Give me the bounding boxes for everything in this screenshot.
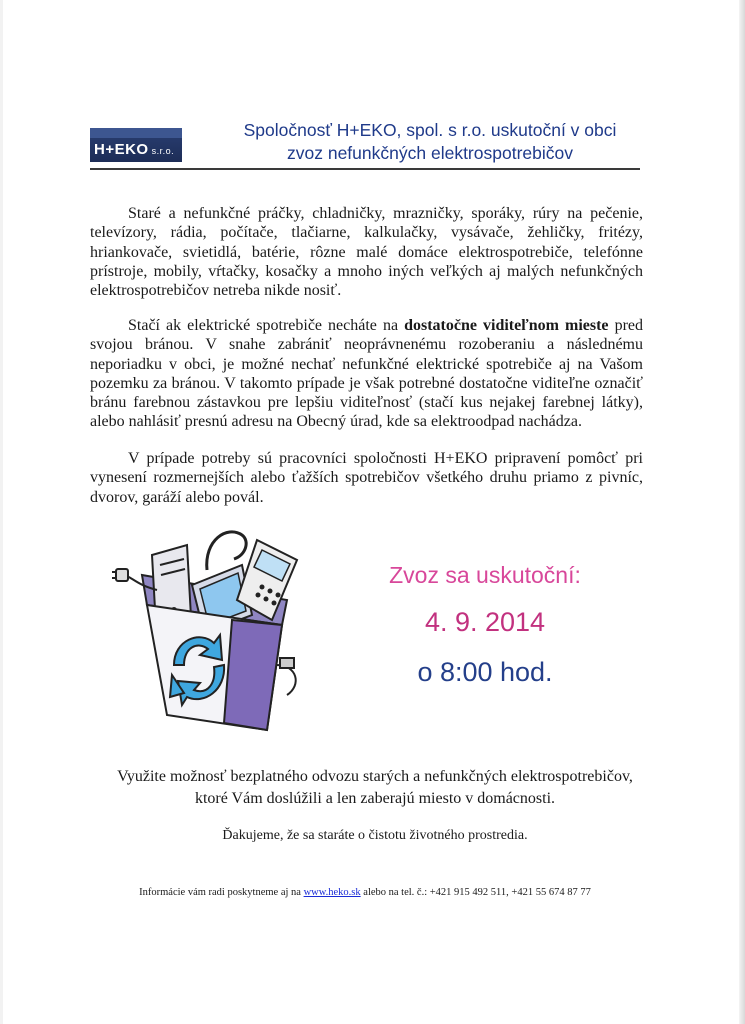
footer-phones: alebo na tel. č.: +421 915 492 511, +421 55 674 87 77: [360, 887, 591, 898]
paragraph-1-text: Staré a nefunkčné práčky, chladničky, mrazničky, sporáky, rúry na pečenie, televízory, rádia, počítače, tlačiarne, kalkulačky, vysávače, žehličky, fritézy, hriankovače, svietidlá, batérie, rôzne malé domáce elektrospotrebiče, telefónne prístroje, mobily, vŕtačky, kosačky a mnoho iných veľkých aj malých nefunkčných elektrospotrebičov netreba nikde nosiť.: [90, 205, 643, 300]
offer-text: [70, 766, 680, 810]
offer-line-2: ktoré Vám doslúžili a len zaberajú miesto v domácnosti.: [194, 790, 556, 807]
logo-top-band: [90, 128, 182, 138]
title-line-2: zvoz nefunkčných elektrospotrebičov: [287, 143, 573, 163]
header-divider: [90, 168, 640, 170]
page-title: [200, 119, 660, 165]
paragraph-3-text: V prípade potreby sú pracovníci spoločnosti H+EKO pripravení pomôcť pri vynesení rozmernejších alebo ťažších spotrebičov všetkého druhu priamo z pivníc, dvorov, garáží alebo povál.: [90, 450, 643, 506]
collection-time: o 8:00 hod.: [417, 657, 553, 687]
paragraph-appliances: [90, 204, 643, 300]
logo-text: [94, 141, 174, 158]
paragraph-2-end: pred svojou bránou. V snahe zabrániť neoprávnenému rozoberaniu a následnému neporiadku v obci, je možné nechať nefunkčné elektrické spotrebiče aj na Vašom pozemku za bránou. V takomto prípade je však potrebné dostatočne viditeľne označiť bránu farebnou zástavkou pre lepšiu viditeľnosť (stačí kus nejakej farebnej látky), alebo nahlásiť presnú adresu na Obecný úrad, kde sa elektroodpad nachádza.: [90, 317, 643, 431]
footer-prefix: Informácie vám radi poskytneme aj na: [139, 887, 304, 898]
scan-edge-left: [0, 0, 3, 1024]
offer-line-1: Využite možnosť bezplatného odvozu starých a nefunkčných elektrospotrebičov,: [117, 768, 633, 785]
recycling-bin-illustration: [112, 515, 317, 740]
paragraph-placement: [90, 316, 643, 432]
website-link[interactable]: www.heko.sk: [303, 887, 361, 898]
cable-icon: [277, 665, 296, 695]
logo-brand: H+EKO: [94, 141, 149, 158]
bin-side: [224, 620, 282, 730]
paragraph-help: [90, 449, 643, 507]
contact-footer: [60, 887, 670, 898]
paragraph-2-start: Stačí ak elektrické spotrebiče necháte na: [128, 317, 405, 334]
logo-suffix: s.r.o.: [151, 146, 175, 156]
connector-icon: [280, 658, 294, 668]
paragraph-2-bold: dostatočne viditeľnom mieste: [404, 317, 609, 334]
title-line-1: Spoločnosť H+EKO, spol. s r.o. uskutoční v obci: [243, 120, 617, 140]
collection-label: Zvoz sa uskutoční:: [389, 562, 581, 588]
company-logo: [90, 128, 182, 162]
scan-edge-right: [739, 0, 745, 1024]
thanks-text: Ďakujeme, že sa staráte o čistotu životného prostredia.: [222, 828, 528, 843]
collection-date: 4. 9. 2014: [424, 607, 546, 637]
headphones-icon: [207, 532, 246, 570]
